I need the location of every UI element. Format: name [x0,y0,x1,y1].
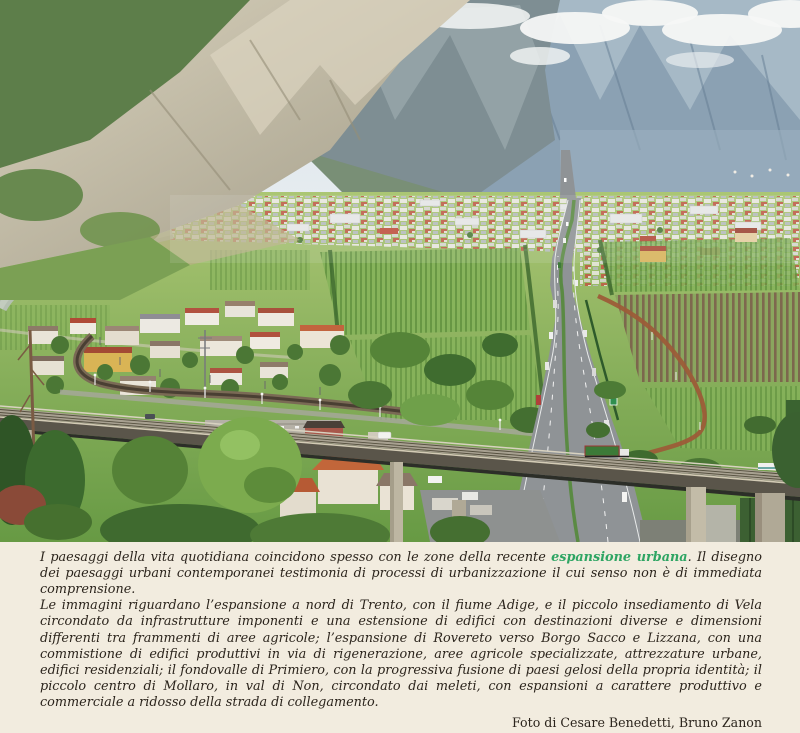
photo-credit: Foto di Cesare Benedetti, Bruno Zanon [512,715,762,731]
exit-sign [610,398,617,405]
distance-haze [170,195,800,263]
caption [0,542,800,730]
caption-highlight: espansione urbana [551,550,688,565]
caption-text-before: I paesaggi della vita quotidiana coincidono spesso con le zone della recente [40,550,552,565]
green-truck [585,446,619,456]
caption-paragraph-1 [40,550,762,598]
caption-paragraph-2: Le immagini riguardano l’espansione a nord di Trento, con il fiume Adige, e il piccolo insediamento di Vela circondato da infrastrutture imponenti e una estensione di edifici con destinazioni diverse e dimensioni differenti tra frammenti di aree agricole; l’espansione di Rovereto verso Borgo Sacco e Lizzana, con una commistione di edifici produttivi in via di rigenerazione, aree agricole specializzate, attrezzature urbane, edifici residenziali; il fondovalle di Primiero, con la progressiva fusione di paesi gelosi della propria identità; il piccolo centro di Mollaro, in val di Non, circondato dai meleti, con espansioni a carattere produttivo e commerciale a ridosso della strada di collegamento. [40,598,762,710]
caption-text-after: . Il disegno dei paesaggi urbani contemporanei testimonia di processi di urbanizzazione il cui senso non è di immediata comprensione. [40,550,762,598]
